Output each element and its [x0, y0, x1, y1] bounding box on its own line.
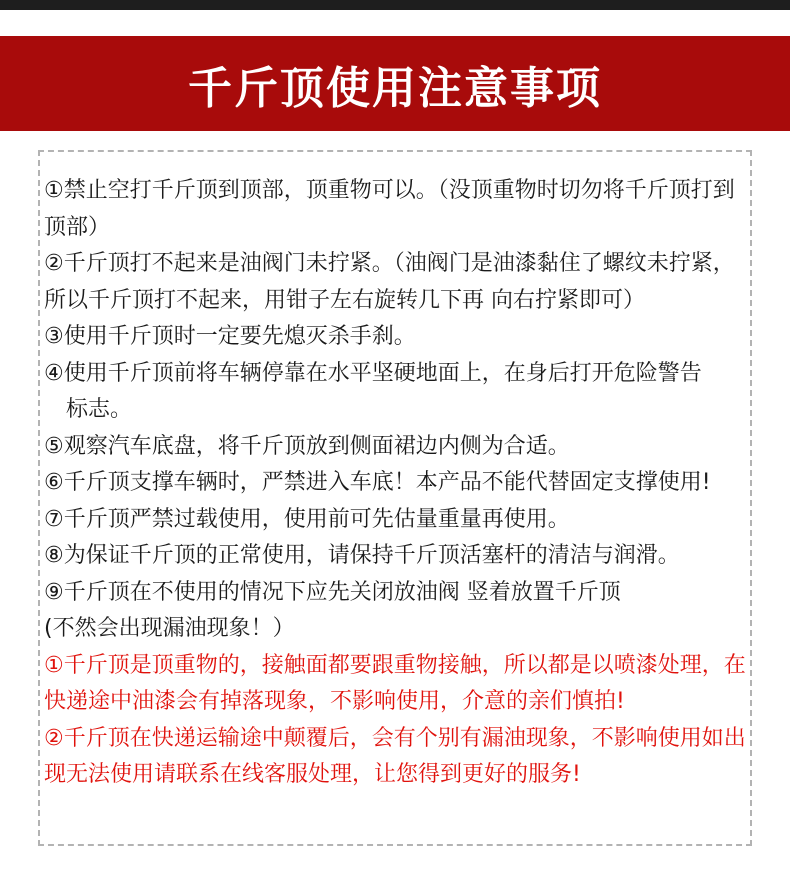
warning-item-1: ①千斤顶是顶重物的，接触面都要跟重物接触，所以都是以喷漆处理，在快递途中油漆会有掉落现象，不影响使用，介意的亲们慎拍! [44, 652, 746, 714]
note-item-8: ⑧为保证千斤顶的正常使用，请保持千斤顶活塞杆的清洁与润滑。 [44, 543, 680, 568]
note-item-4-cont: 标志。 [66, 397, 133, 422]
note-item-3: ③使用千斤顶时一定要先熄灭杀手刹。 [44, 324, 416, 349]
note-item-9 [44, 575, 756, 648]
note-item-1: ①禁止空打千斤顶到顶部，顶重物可以。（没顶重物时切勿将千斤顶打到顶部） [44, 178, 735, 240]
notice-content [44, 173, 756, 794]
note-item-6: ⑥千斤顶支撑车辆时，严禁进入车底！本产品不能代替固定支撑使用! [44, 470, 711, 495]
warning-item-2: ②千斤顶在快递运输途中颠覆后，会有个别有漏油现象，不影响使用如出现无法使用请联系在线客服处理，让您得到更好的服务! [44, 725, 746, 787]
note-item-5: ⑤观察汽车底盘，将千斤顶放到侧面裙边内侧为合适。 [44, 433, 570, 459]
note-item-9-cont: (不然会出现漏油现象！） [44, 616, 295, 641]
note-item-4 [44, 356, 756, 429]
title-banner [0, 36, 790, 131]
note-item-7: ⑦千斤顶严禁过载使用，使用前可先估量重量再使用。 [44, 506, 570, 532]
note-item-2: ②千斤顶打不起来是油阀门未拧紧。（油阀门是油漆黏住了螺纹未拧紧，所以千斤顶打不起来，用钳子左右旋转几下再 向右拧紧即可） [44, 251, 735, 313]
note-item-9-text: ⑨千斤顶在不使用的情况下应先关闭放油阀 竖着放置千斤顶 [44, 579, 621, 605]
top-bar [0, 0, 790, 10]
page-title: 千斤顶使用注意事项 [188, 62, 602, 114]
note-item-4-text: ④使用千斤顶前将车辆停靠在水平坚硬地面上，在身后打开危险警告 [44, 360, 702, 386]
